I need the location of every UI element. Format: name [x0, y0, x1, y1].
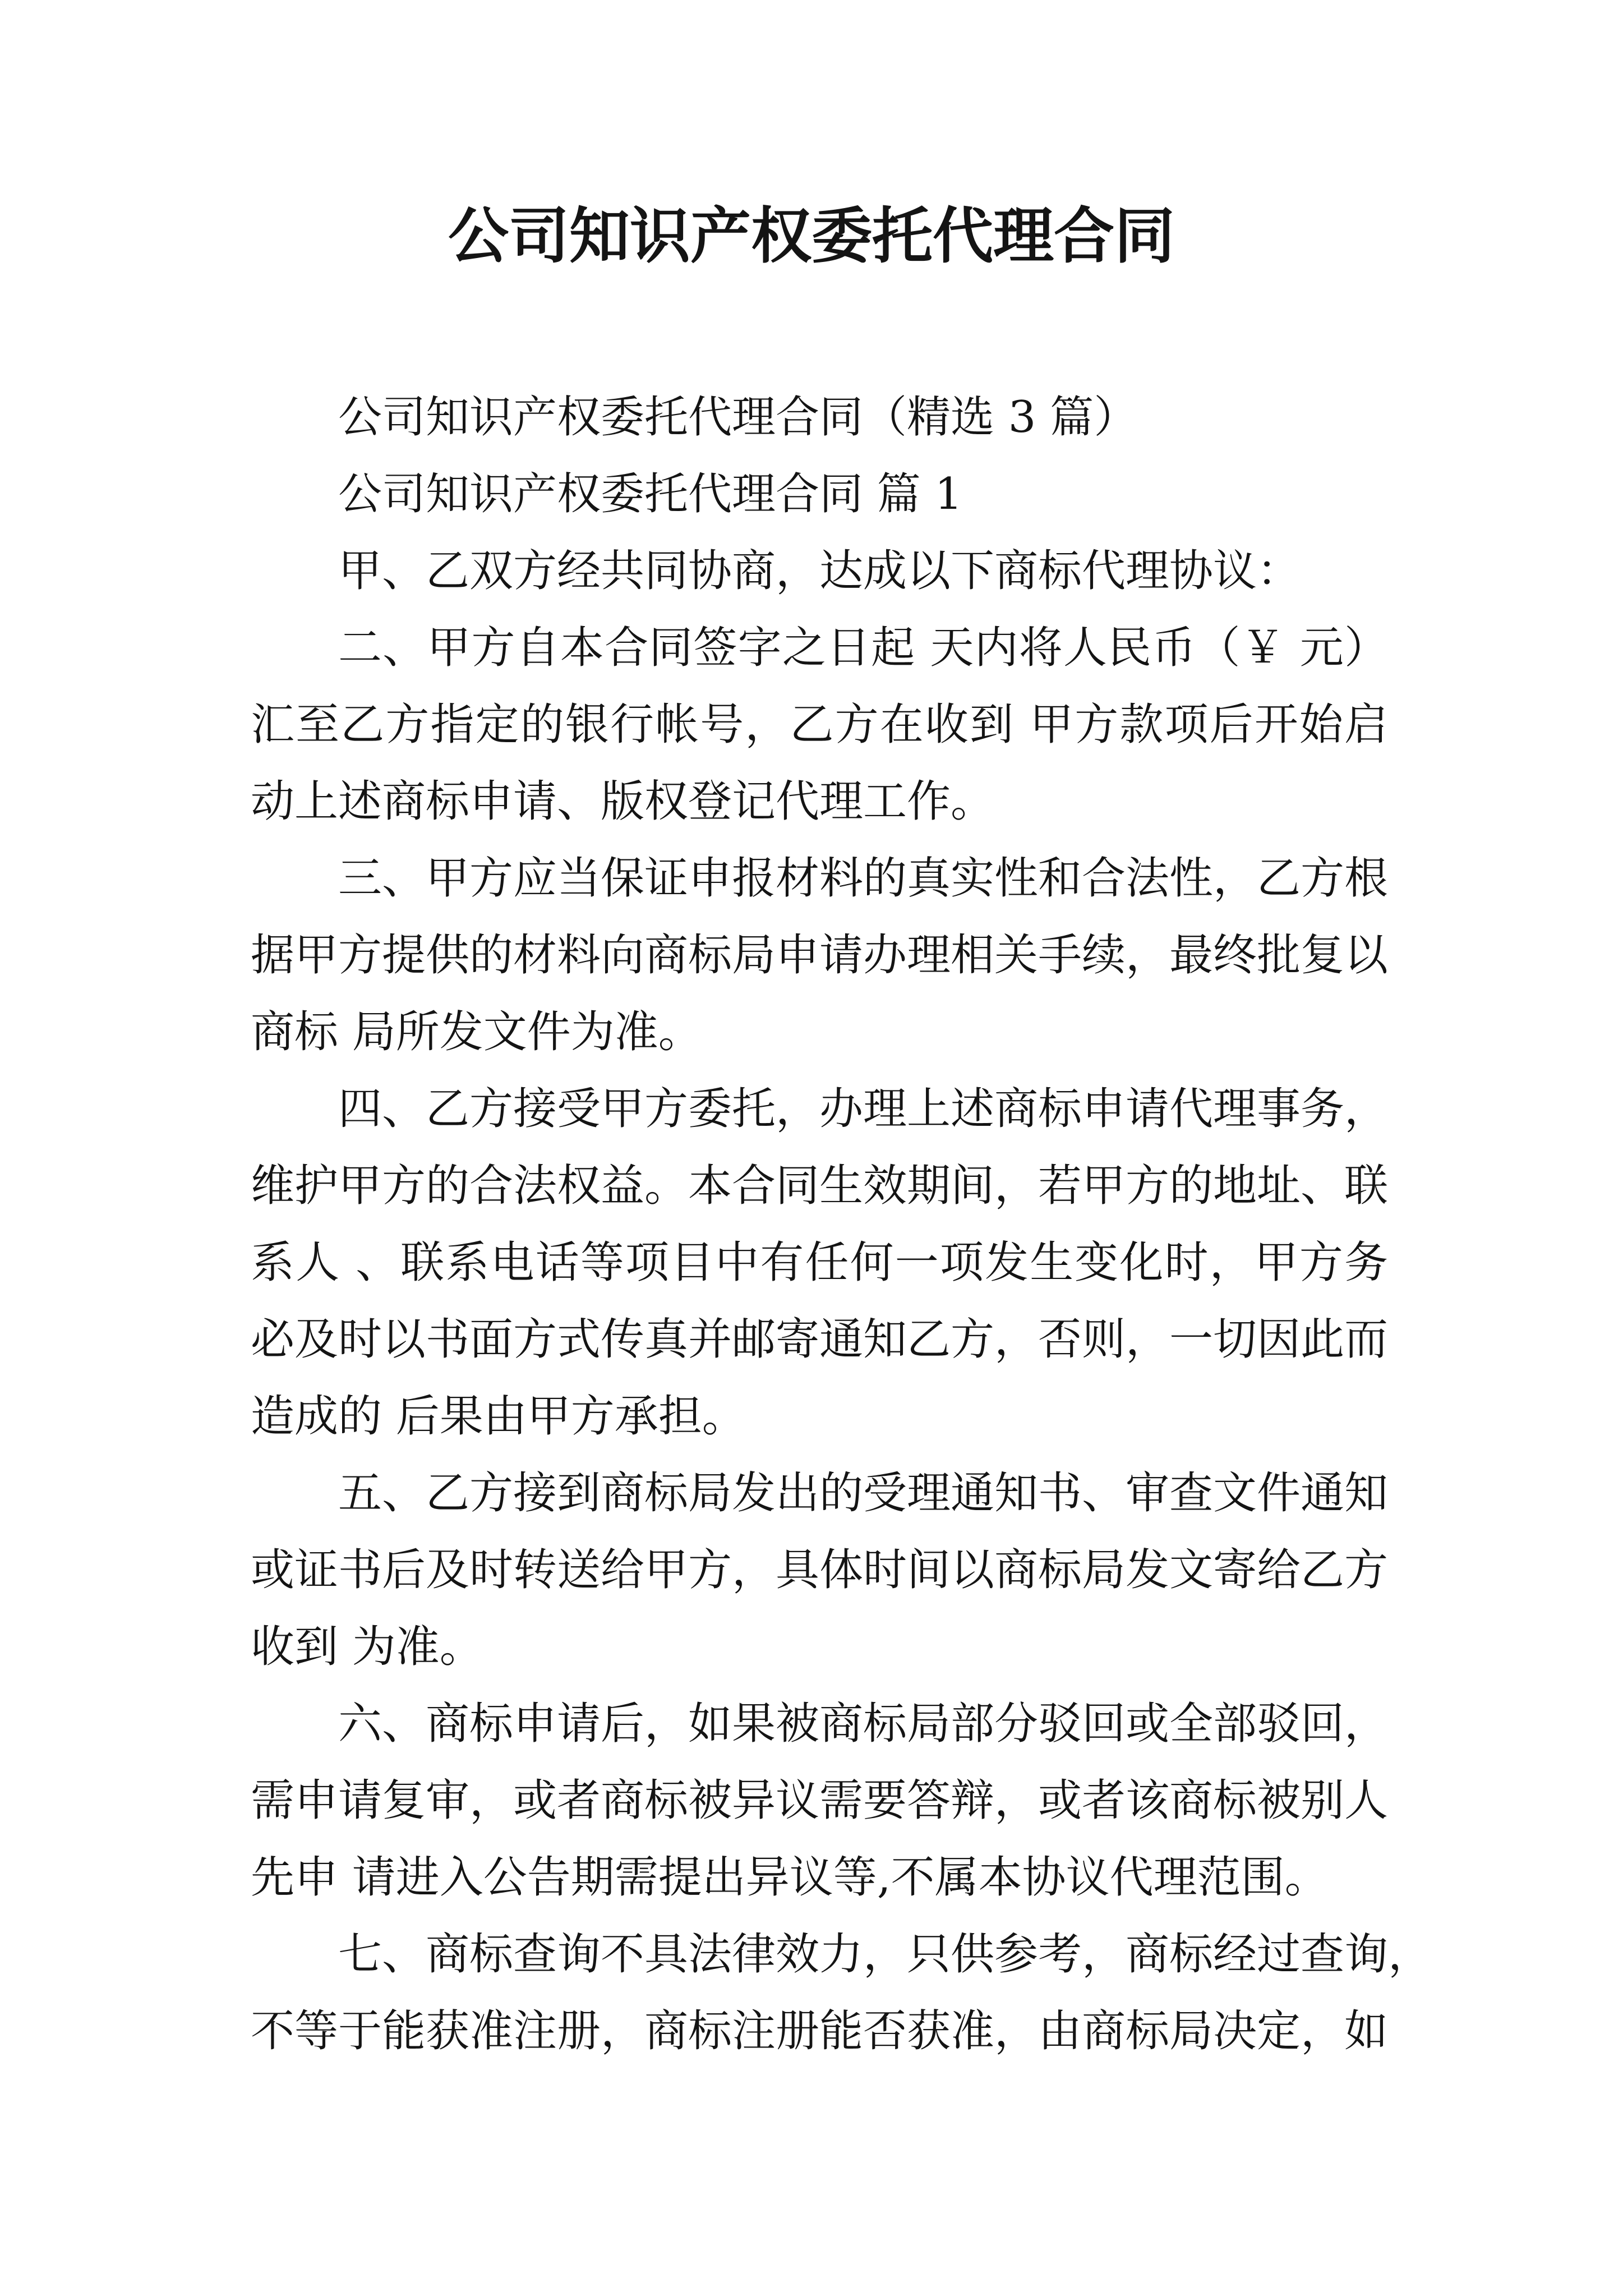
paragraph-line: 据甲方提供的材料向商标局申请办理相关手续，最终批复以 — [251, 930, 1389, 981]
paragraph-line: 六、商标申请后，如果被商标局部分驳回或全部驳回， — [338, 1699, 1389, 1749]
paragraph-line: 收到 为准。 — [251, 1622, 483, 1672]
paragraph-line: 四、乙方接受甲方委托，办理上述商标申请代理事务， — [338, 1084, 1389, 1134]
paragraph-section-heading — [251, 456, 1388, 533]
paragraph-line: 公司知识产权委托代理合同 篇 1 — [338, 469, 963, 519]
paragraph-clause-6 — [251, 1686, 1388, 1916]
paragraph-line: 二、甲方自本合同签字之日起 天内将人民币（￥ 元） — [338, 623, 1388, 673]
paragraph-clause-4 — [251, 1071, 1388, 1455]
paragraph-line: 公司知识产权委托代理合同（精选 3 篇） — [338, 392, 1138, 443]
paragraph-line: 或证书后及时转送给甲方，具体时间以商标局发文寄给乙方 — [251, 1545, 1389, 1595]
document-body — [251, 379, 1432, 2070]
paragraph-line: 不等于能获准注册，商标注册能否获准，由商标局决定，如 — [251, 2006, 1389, 2056]
paragraph-line: 动上述商标申请、版权登记代理工作。 — [251, 776, 995, 827]
paragraph-line: 甲、乙双方经共同协商，达成以下商标代理协议： — [338, 546, 1301, 596]
paragraph-line: 七、商标查询不具法律效力，只供参考，商标经过查询， — [338, 1929, 1432, 1980]
document-title: 公司知识产权委托代理合同 — [448, 201, 1175, 272]
paragraph-line: 汇至乙方指定的银行帐号，乙方在收到 甲方款项后开始启 — [251, 700, 1388, 750]
paragraph-clause-2 — [251, 610, 1388, 840]
paragraph-line: 三、甲方应当保证申报材料的真实性和合法性，乙方根 — [338, 853, 1389, 904]
paragraph-clause-5 — [251, 1455, 1388, 1686]
paragraph-line: 系人 、联系电话等项目中有任何一项发生变化时，甲方务 — [251, 1237, 1388, 1288]
paragraph-line: 需申请复审，或者商标被异议需要答辩，或者该商标被别人 — [251, 1775, 1389, 1826]
paragraph-intro — [251, 533, 1388, 610]
paragraph-line: 造成的 后果由甲方承担。 — [251, 1391, 746, 1442]
paragraph-line: 五、乙方接到商标局发出的受理通知书、审查文件通知 — [338, 1468, 1389, 1519]
paragraph-line: 必及时以书面方式传真并邮寄通知乙方，否则，一切因此而 — [251, 1314, 1389, 1365]
paragraph-clause-7 — [251, 1916, 1432, 2070]
paragraph-line: 商标 局所发文件为准。 — [251, 1007, 702, 1057]
paragraph-subtitle — [251, 379, 1388, 456]
paragraph-clause-3 — [251, 840, 1388, 1071]
paragraph-line: 先申 请进入公告期需提出异议等,不属本协议代理范围。 — [251, 1852, 1329, 1903]
paragraph-line: 维护甲方的合法权益。本合同生效期间，若甲方的地址、联 — [251, 1161, 1389, 1211]
